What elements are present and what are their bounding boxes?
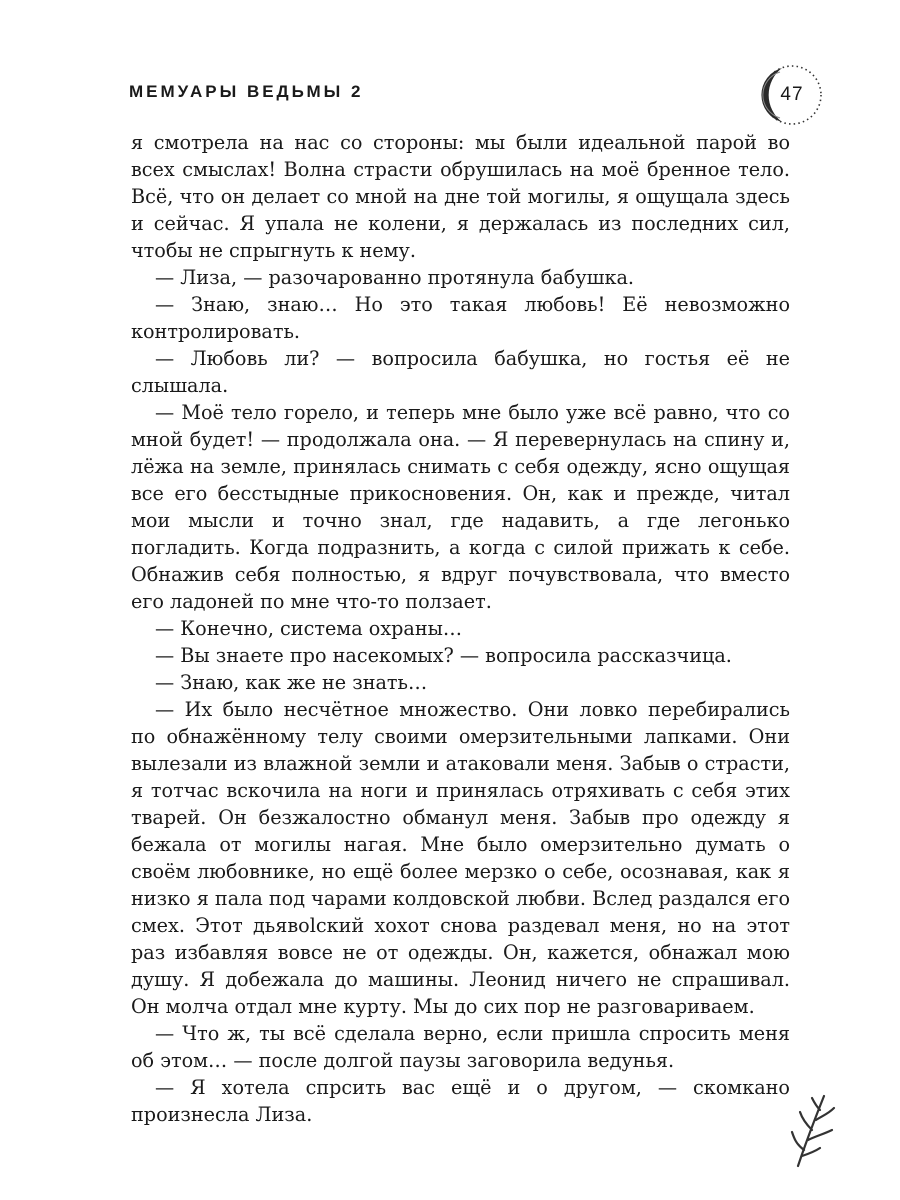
running-header-title: МЕМУАРЫ ВЕДЬМЫ 2: [129, 82, 364, 101]
paragraph: я смотрела на нас со стороны: мы были идеальной парой во всех смыслах! Волна страсти обрушилась на моё бренное тело. Всё, что он делает со мной на дне той могилы, я ощущала здесь и сейчас. Я упала не колени, я держалась из последних сил, чтобы не спрыгнуть к нему.: [131, 131, 790, 262]
paragraph: — Я хотела спрсить вас ещё и о другом, — скомкано произнесла Лиза.: [131, 1076, 790, 1126]
page-number: 47: [780, 84, 804, 105]
paragraph: — Их было несчётное множество. Они ловко перебирались по обнажённому телу своими омерзительными лапками. Они вылезали из влажной земли и атаковали меня. Забыв о страсти, я тотчас вскочила на ноги и принялась отряхивать с себя этих тварей. Он безжалостно обманул меня. Забыв про одежду я бежала от могилы нагая. Мне было омерзительно думать о своём любовнике, но ещё более мерзко о себе, осознавая, как я низко я пала под чарами колдовской любви. Вслед раздался его смех. Этот дьявolский хохот снова раздевал меня, но на этот раз избавляя вовсе не от одежды. Он, кажется, обнажал мою душу. Я добежала до машины. Леонид ничего не спрашивал. Он молча отдал мне курту. Мы до сих пор не разговариваем.: [131, 698, 790, 1018]
paragraph: — Знаю, знаю… Но это такая любовь! Её невозможно контролировать.: [131, 293, 790, 343]
paragraph: — Конечно, система охраны…: [155, 617, 463, 640]
paragraph: — Что ж, ты всё сделала верно, если пришла спросить меня об этом… — после долгой паузы заговорила ведунья.: [131, 1022, 790, 1072]
body-text: [131, 129, 790, 1128]
paragraph: — Лиза, — разочарованно протянула бабушка.: [155, 266, 634, 289]
paragraph: — Вы знаете про насекомых? — вопросила рассказчица.: [155, 644, 732, 667]
branch-icon: [790, 1090, 838, 1170]
paragraph: — Моё тело горело, и теперь мне было уже всё равно, что со мной будет! — продолжала она. — Я перевернулась на спину и, лёжа на земле, принялась снимать с себя одежду, ясно ощущая все его бесстыдные прикосновения. Он, как и прежде, читал мои мысли и точно знал, где надавить, а где легонько погладить. Когда подразнить, а когда с силой прижать к себе. Обнажив себя полностью, я вдруг почувствовала, что вместо его ладоней по мне что-то ползает.: [131, 401, 790, 613]
paragraph: — Любовь ли? — вопросила бабушка, но гостья её не слышала.: [131, 347, 790, 397]
page-number-badge: [760, 63, 824, 127]
paragraph: — Знаю, как же не знать…: [155, 671, 428, 694]
